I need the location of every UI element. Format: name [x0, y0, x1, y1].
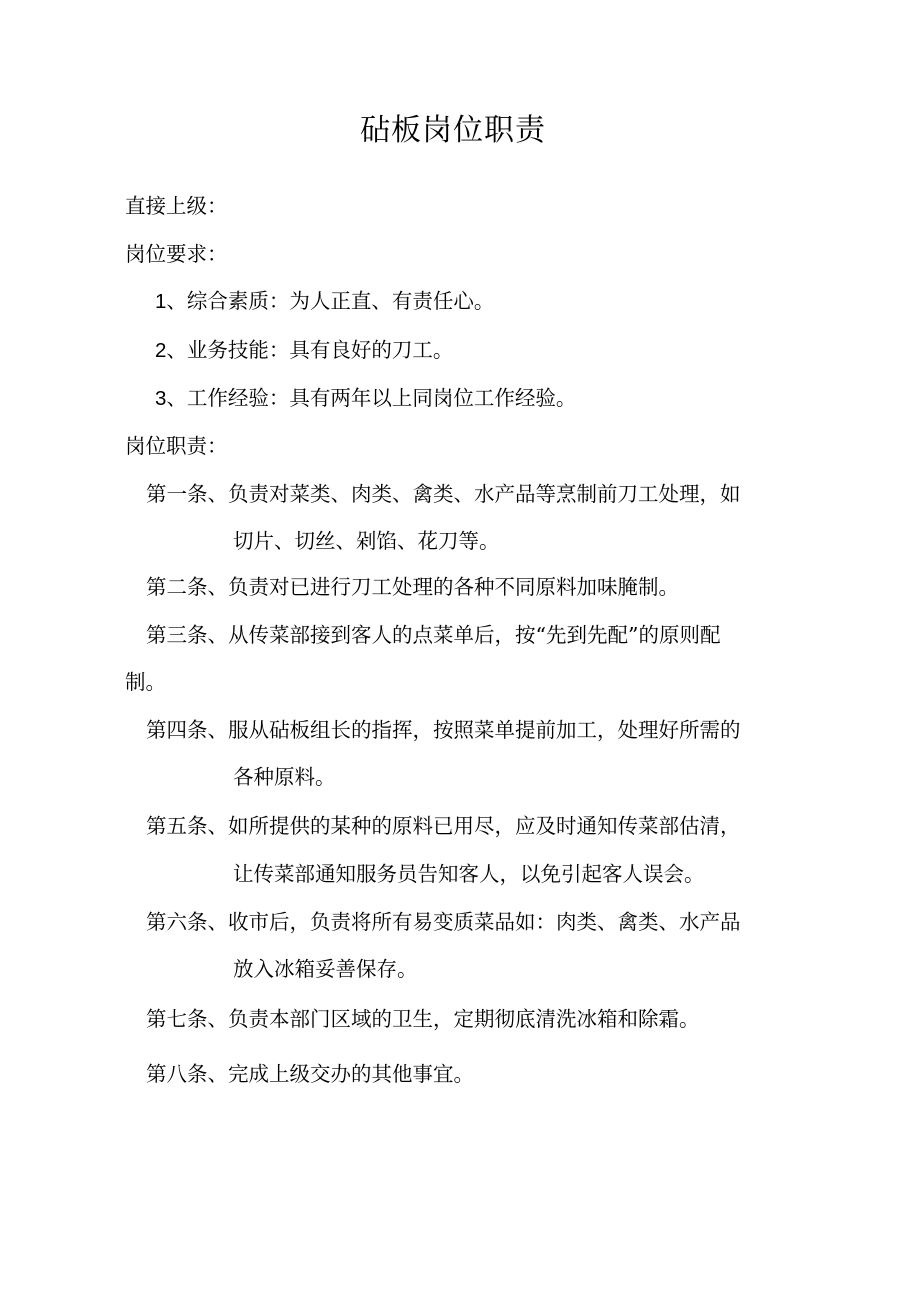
requirement-item [155, 286, 494, 317]
duty-article-line: 第三条、从传菜部接到客人的点菜单后，按“先到先配”的原则配 [146, 623, 721, 647]
requirement-item [155, 335, 453, 366]
duty-article-continuation: 切片、切丝、剁馅、花刀等。 [233, 529, 500, 553]
duty-article-line: 第六条、收市后，负责将所有易变质菜品如：肉类、禽类、水产品 [146, 910, 741, 934]
requirement-text: 、工作经验：具有两年以上同岗位工作经验。 [166, 386, 577, 410]
requirement-item [155, 383, 576, 414]
requirements-heading: 岗位要求： [125, 242, 228, 266]
duty-article-continuation: 制。 [125, 670, 166, 694]
document-title: 砧板岗位职责 [360, 113, 546, 148]
duty-article-line: 第一条、负责对菜类、肉类、禽类、水产品等烹制前刀工处理，如 [146, 482, 741, 506]
duties-heading: 岗位职责： [125, 434, 228, 458]
duty-article-line: 第八条、完成上级交办的其他事宜。 [146, 1062, 474, 1086]
duty-article-line: 第七条、负责本部门区域的卫生，定期彻底清洗冰箱和除霜。 [146, 1007, 700, 1031]
requirement-number: 2 [155, 339, 167, 362]
requirement-text: 、综合素质：为人正直、有责任心。 [166, 289, 495, 313]
duty-article-line: 第四条、服从砧板组长的指挥，按照菜单提前加工，处理好所需的 [146, 718, 741, 742]
duty-article-line: 第五条、如所提供的某种的原料已用尽，应及时通知传菜部估清， [146, 814, 741, 838]
direct-superior-label: 直接上级： [125, 194, 228, 218]
duty-article-continuation: 各种原料。 [233, 765, 336, 789]
requirement-text: 、业务技能：具有良好的刀工。 [166, 338, 454, 362]
requirement-number: 1 [155, 290, 167, 313]
duty-article-line: 第二条、负责对已进行刀工处理的各种不同原料加味腌制。 [146, 575, 679, 599]
requirement-number: 3 [155, 387, 167, 410]
duty-article-continuation: 让传菜部通知服务员告知客人，以免引起客人误会。 [233, 862, 705, 886]
duty-article-continuation: 放入冰箱妥善保存。 [233, 957, 418, 981]
